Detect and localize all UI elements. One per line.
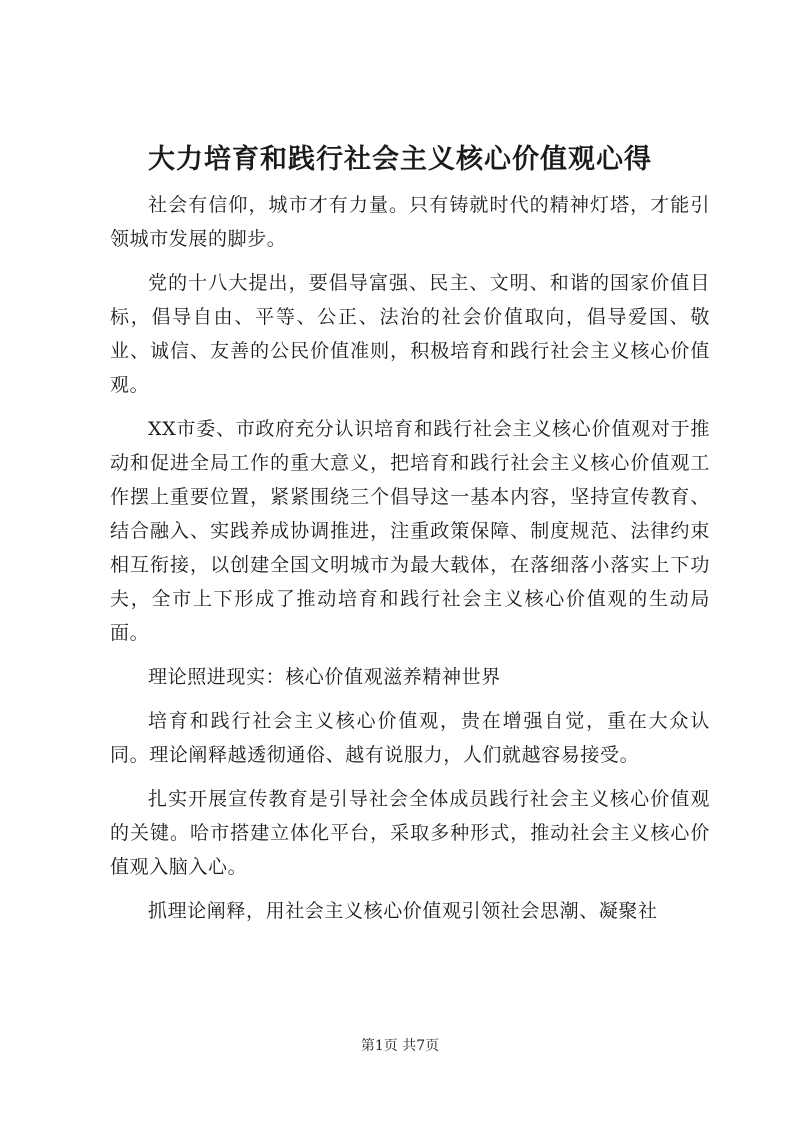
document-title: 大力培育和践行社会主义核心价值观心得: [148, 144, 652, 175]
paragraph-2: 党的十八大提出，要倡导富强、民主、文明、和谐的国家价值目标，倡导自由、平等、公正、法治的社会价值取向，倡导爱国、敬业、诚信、友善的公民价值准则，积极培育和践行社会主义核心价值观。: [110, 272, 710, 396]
paragraph-5: 扎实开展宣传教育是引导社会全体成员践行社会主义核心价值观的关键。哈市搭建立体化平台，采取多种形式，推动社会主义核心价值观入脑入心。: [110, 788, 710, 878]
section-heading: 理论照进现实：核心价值观滋养精神世界: [148, 666, 501, 688]
page-number-footer: 第1页 共7页: [360, 1038, 440, 1054]
paragraph-3: XX市委、市政府充分认识培育和践行社会主义核心价值观对于推动和促进全局工作的重大意义，把培育和践行社会主义核心价值观工作摆上重要位置，紧紧围绕三个倡导这一基本内容，坚持宣传教育、结合融入、实践养成协调推进，注重政策保障、制度规范、法律约束相互衔接，以创建全国文明城市为最大载体，在落细落小落实上下功夫，全市上下形成了推动培育和践行社会主义核心价值观的生动局面。: [110, 418, 710, 644]
paragraph-6: 抓理论阐释，用社会主义核心价值观引领社会思潮、凝聚社: [148, 900, 658, 922]
paragraph-1: 社会有信仰，城市才有力量。只有铸就时代的精神灯塔，才能引领城市发展的脚步。: [110, 194, 710, 250]
document-body: [110, 188, 710, 938]
paragraph-4: 培育和践行社会主义核心价值观，贵在增强自觉，重在大众认同。理论阐释越透彻通俗、越有说服力，人们就越容易接受。: [110, 710, 710, 766]
